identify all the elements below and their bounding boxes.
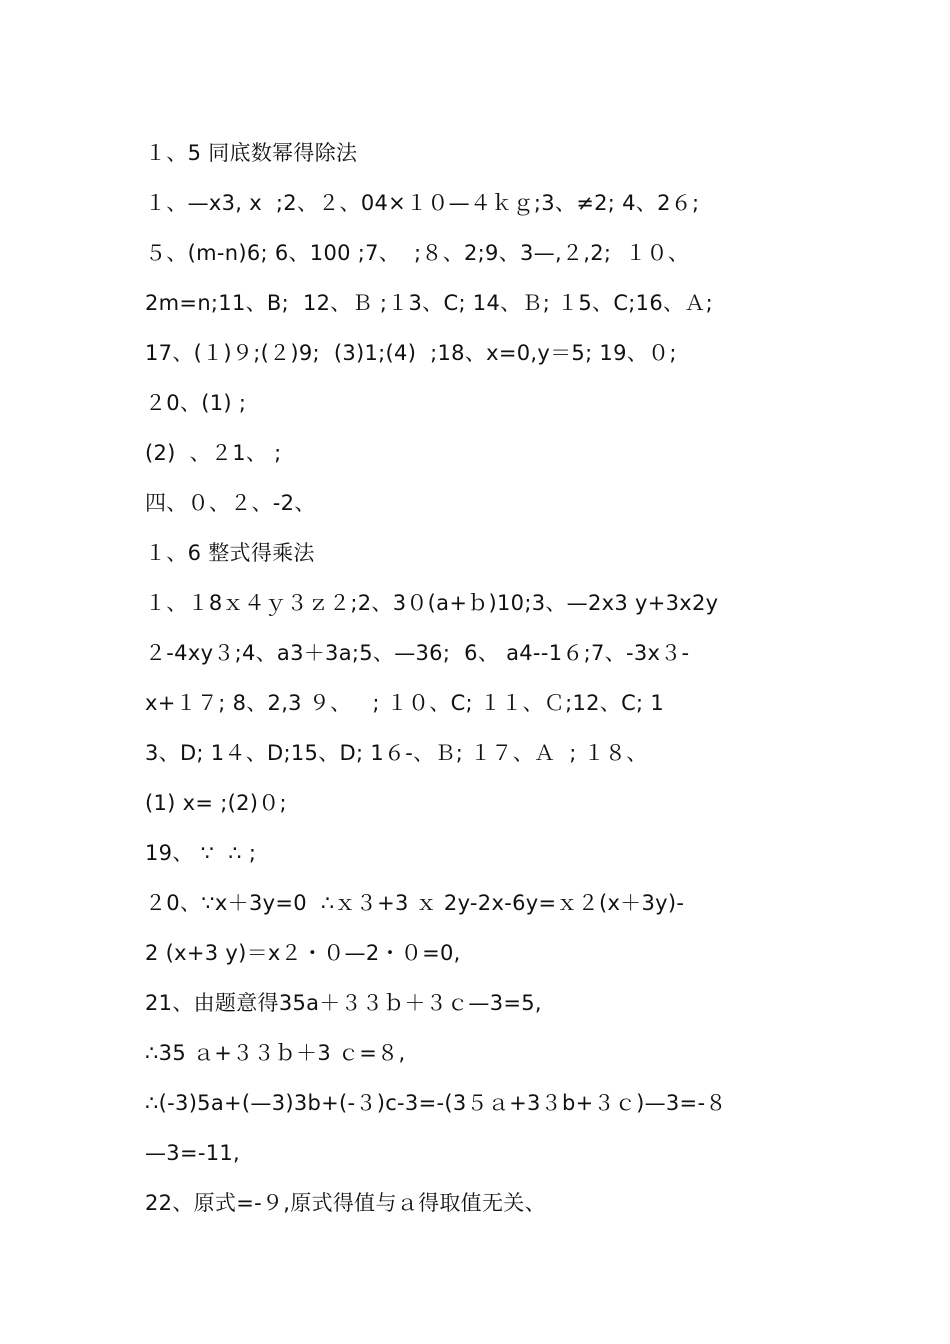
answer-text-block [145,128,825,1228]
text-line: 21、由题意得35a＋３３ｂ＋３ｃ—3=5, [145,991,542,1015]
text-line: ２-4xy３;4、a3＋3a;5、—36; 6、 a4--1６;7、-3x３- [145,641,690,665]
text-line: (1) x= ;(2)０; [145,791,287,815]
text-line: x+１７; 8、2,3 ９、 ; １０、C; １１、Ｃ;12、C; 1 [145,691,665,715]
text-line: １、１8ｘ４ｙ３ｚ２;2、3０(a+ｂ)10;3、—2x3 y+3x2y [145,591,719,615]
text-line: １、6 整式得乘法 [145,541,315,565]
text-line: 四、０、２、-2、 [145,491,316,515]
text-line: １、5 同底数幂得除法 [145,141,358,165]
text-line: ∴35 ａ+３３ｂ＋3 ｃ=８, [145,1041,406,1065]
text-line: (2) 、２1、 ; [145,441,282,465]
text-line: 2m=n;11、B; 12、Ｂ ;１3、C; 14、Ｂ; １5、C;16、Ａ; [145,291,713,315]
text-line: 17、(１)９;(２)9; (3)1;(4) ;18、x=0,y＝5; 19、０; [145,341,677,365]
text-line: ２0、(1) ; [145,391,247,415]
text-line: 2 (x+3 y)＝x２・０—2・０=0, [145,941,461,965]
text-line: １、—x3, x ;2、２、04×１０—４ｋｇ;3、≠2; 4、2６; [145,191,700,215]
text-line: 3、D; 1４、D;15、D; 1６-、Ｂ; １７、Ａ ; １８、 [145,741,648,765]
text-line: 22、原式=-９,原式得值与ａ得取值无关、 [145,1191,546,1215]
text-line: ２0、∵x＋3y=0 ∴ｘ３+3 ｘ 2y-2x-6y=ｘ２(x＋3y)- [145,891,685,915]
text-line: ∴(-3)5a+(—3)3b+(-３)c-3=-(3５ａ+3３b+３ｃ)—3=-８ [145,1091,727,1115]
text-line: 19、 ∵ ∴ ; [145,841,257,865]
text-line: —3=-11, [145,1141,241,1165]
text-line: ５、(m-n)6; 6、100 ;7、 ;８、2;9、3—,２,2; １０、 [145,241,690,265]
